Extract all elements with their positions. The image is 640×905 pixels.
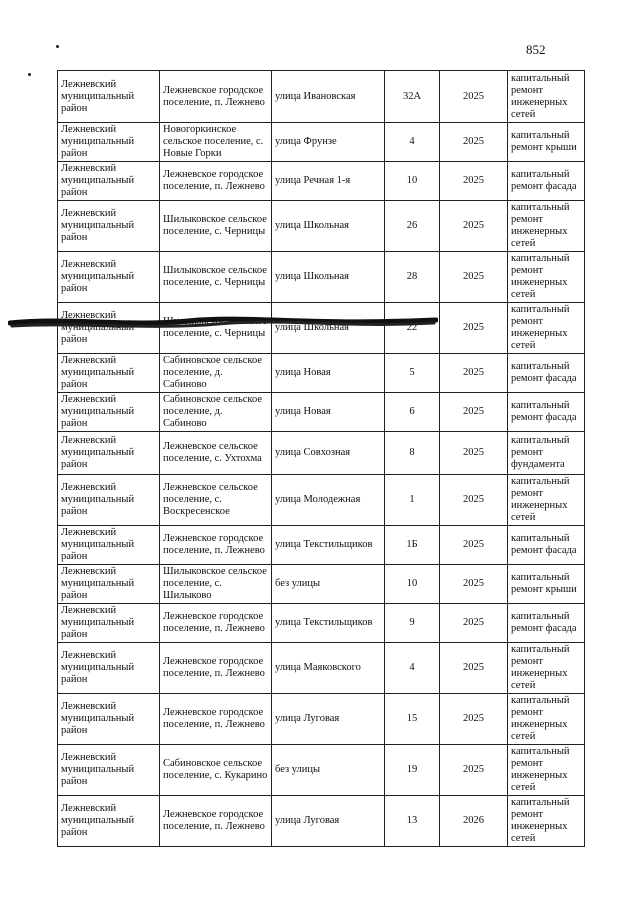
house-number-cell: 8 (385, 432, 440, 475)
street-cell: улица Луговая (272, 796, 385, 847)
work-type-cell: капитальный ремонт инженерных сетей (508, 71, 585, 123)
street-cell: улица Школьная (272, 252, 385, 303)
year-cell: 2025 (440, 162, 508, 201)
work-type-cell: капитальный ремонт инженерных сетей (508, 694, 585, 745)
district-cell: Лежневский муниципальный район (58, 694, 160, 745)
table-row (58, 475, 585, 526)
table-row (58, 694, 585, 745)
page-number: 852 (526, 42, 546, 57)
table-row (58, 565, 585, 604)
year-cell: 2025 (440, 565, 508, 604)
house-number-cell: 6 (385, 393, 440, 432)
objects-table (57, 70, 585, 847)
work-type-cell: капитальный ремонт инженерных сетей (508, 475, 585, 526)
table-row (58, 432, 585, 475)
street-cell: улица Совхозная (272, 432, 385, 475)
work-type-cell: капитальный ремонт крыши (508, 565, 585, 604)
year-cell: 2025 (440, 71, 508, 123)
work-type-cell: капитальный ремонт инженерных сетей (508, 201, 585, 252)
street-cell: улица Молодежная (272, 475, 385, 526)
street-cell: без улицы (272, 745, 385, 796)
settlement-cell: Лежневское городское поселение, п. Лежнево (160, 604, 272, 643)
street-cell: улица Новая (272, 354, 385, 393)
table-row (58, 796, 585, 847)
house-number-cell: 4 (385, 643, 440, 694)
settlement-cell: Сабиновское сельское поселение, с. Кукарино (160, 745, 272, 796)
district-cell: Лежневский муниципальный район (58, 252, 160, 303)
district-cell: Лежневский муниципальный район (58, 71, 160, 123)
district-cell: Лежневский муниципальный район (58, 201, 160, 252)
table-row (58, 162, 585, 201)
work-type-cell: капитальный ремонт фасада (508, 393, 585, 432)
district-cell: Лежневский муниципальный район (58, 354, 160, 393)
street-cell: улица Маяковского (272, 643, 385, 694)
table-body (58, 71, 585, 847)
year-cell: 2025 (440, 526, 508, 565)
street-cell: улица Школьная (272, 201, 385, 252)
work-type-cell: капитальный ремонт фасада (508, 162, 585, 201)
district-cell: Лежневский муниципальный район (58, 643, 160, 694)
year-cell: 2025 (440, 475, 508, 526)
table-row (58, 123, 585, 162)
work-type-cell: капитальный ремонт фундамента (508, 432, 585, 475)
year-cell: 2025 (440, 354, 508, 393)
scan-speck (56, 45, 59, 48)
year-cell: 2025 (440, 303, 508, 354)
scan-speck (28, 73, 31, 76)
settlement-cell: Лежневское городское поселение, п. Лежнево (160, 526, 272, 565)
street-cell: улица Новая (272, 393, 385, 432)
year-cell: 2025 (440, 432, 508, 475)
street-cell: улица Луговая (272, 694, 385, 745)
work-type-cell: капитальный ремонт инженерных сетей (508, 303, 585, 354)
settlement-cell: Шилыковское сельское поселение, с. Шилыково (160, 565, 272, 604)
settlement-cell: Лежневское сельское поселение, с. Воскресенское (160, 475, 272, 526)
work-type-cell: капитальный ремонт инженерных сетей (508, 252, 585, 303)
settlement-cell: Шилыковское сельское поселение, с. Черницы (160, 252, 272, 303)
district-cell: Лежневский муниципальный район (58, 162, 160, 201)
house-number-cell: 5 (385, 354, 440, 393)
house-number-cell: 1Б (385, 526, 440, 565)
district-cell: Лежневский муниципальный район (58, 432, 160, 475)
year-cell: 2025 (440, 745, 508, 796)
house-number-cell: 4 (385, 123, 440, 162)
house-number-cell: 1 (385, 475, 440, 526)
settlement-cell: Лежневское городское поселение, п. Лежнево (160, 643, 272, 694)
street-cell: улица Фрунзе (272, 123, 385, 162)
street-cell: улица Ивановская (272, 71, 385, 123)
year-cell: 2026 (440, 796, 508, 847)
district-cell: Лежневский муниципальный район (58, 303, 160, 354)
house-number-cell: 13 (385, 796, 440, 847)
district-cell: Лежневский муниципальный район (58, 393, 160, 432)
table-row (58, 393, 585, 432)
year-cell: 2025 (440, 201, 508, 252)
table-row (58, 604, 585, 643)
settlement-cell: Лежневское городское поселение, п. Лежнево (160, 694, 272, 745)
settlement-cell: Новогоркинское сельское поселение, с. Новые Горки (160, 123, 272, 162)
work-type-cell: капитальный ремонт крыши (508, 123, 585, 162)
settlement-cell: Лежневское сельское поселение, с. Ухтохма (160, 432, 272, 475)
district-cell: Лежневский муниципальный район (58, 475, 160, 526)
district-cell: Лежневский муниципальный район (58, 526, 160, 565)
year-cell: 2025 (440, 252, 508, 303)
settlement-cell: Шилыковское сельское поселение, с. Черницы (160, 201, 272, 252)
district-cell: Лежневский муниципальный район (58, 796, 160, 847)
work-type-cell: капитальный ремонт инженерных сетей (508, 796, 585, 847)
district-cell: Лежневский муниципальный район (58, 565, 160, 604)
house-number-cell: 19 (385, 745, 440, 796)
table-row (58, 745, 585, 796)
street-cell: улица Текстильщиков (272, 526, 385, 565)
table-row (58, 201, 585, 252)
house-number-cell: 26 (385, 201, 440, 252)
table-row (58, 526, 585, 565)
settlement-cell: Лежневское городское поселение, п. Лежнево (160, 71, 272, 123)
district-cell: Лежневский муниципальный район (58, 745, 160, 796)
settlement-cell: Лежневское городское поселение, п. Лежнево (160, 796, 272, 847)
work-type-cell: капитальный ремонт инженерных сетей (508, 745, 585, 796)
district-cell: Лежневский муниципальный район (58, 604, 160, 643)
year-cell: 2025 (440, 393, 508, 432)
table-row (58, 303, 585, 354)
year-cell: 2025 (440, 123, 508, 162)
street-cell: улица Школьная (272, 303, 385, 354)
street-cell: без улицы (272, 565, 385, 604)
settlement-cell: Сабиновское сельское поселение, д. Сабиново (160, 354, 272, 393)
table-row (58, 252, 585, 303)
year-cell: 2025 (440, 694, 508, 745)
work-type-cell: капитальный ремонт фасада (508, 354, 585, 393)
house-number-cell: 15 (385, 694, 440, 745)
district-cell: Лежневский муниципальный район (58, 123, 160, 162)
settlement-cell: Сабиновское сельское поселение, д. Сабиново (160, 393, 272, 432)
street-cell: улица Текстильщиков (272, 604, 385, 643)
settlement-cell: Лежневское городское поселение, п. Лежнево (160, 162, 272, 201)
year-cell: 2025 (440, 643, 508, 694)
work-type-cell: капитальный ремонт фасада (508, 526, 585, 565)
house-number-cell: 22 (385, 303, 440, 354)
house-number-cell: 10 (385, 565, 440, 604)
settlement-cell: Шилыковское сельское поселение, с. Черницы (160, 303, 272, 354)
street-cell: улица Речная 1-я (272, 162, 385, 201)
table-row (58, 354, 585, 393)
house-number-cell: 28 (385, 252, 440, 303)
work-type-cell: капитальный ремонт инженерных сетей (508, 643, 585, 694)
house-number-cell: 32А (385, 71, 440, 123)
year-cell: 2025 (440, 604, 508, 643)
table-row (58, 643, 585, 694)
house-number-cell: 10 (385, 162, 440, 201)
table-row (58, 71, 585, 123)
house-number-cell: 9 (385, 604, 440, 643)
work-type-cell: капитальный ремонт фасада (508, 604, 585, 643)
